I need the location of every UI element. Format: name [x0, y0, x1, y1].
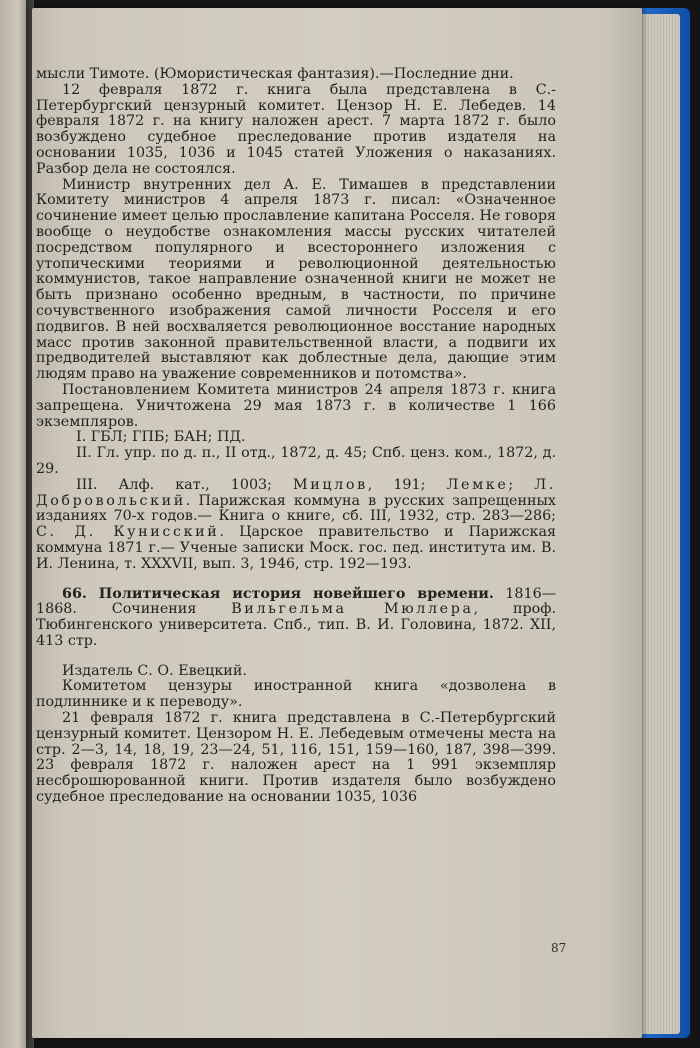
paragraph: 12 февраля 1872 г. книга была представлена в С.-Петербургский цензурный комитет. Цензор Н. Е. Лебедев. 14 февраля 1872 г. на книгу наложен арест. 7 марта 1872 г. было возбуждено судебное преследование против издателя на основании 1035, 1036 и 1045 статей Уложения о наказаниях. Разбор дела не состоялся.	[36, 81, 556, 177]
entry-author: Вильгельма Мюллера	[231, 601, 474, 618]
paragraph: мысли Тимоте. (Юмористическая фантазия).—Последние дни.	[36, 66, 514, 82]
page-text	[36, 67, 556, 806]
paragraph: Комитетом цензуры иностранной книга «дозволена в подлиннике и к переводу».	[36, 678, 556, 711]
entry-title: 66. Политическая история новейшего времени.	[62, 585, 494, 602]
paragraph: Министр внутренних дел А. Е. Тимашев в представлении Комитету министров 4 апреля 1873 г. писал: «Означенное сочинение имеет целью прославление капитана Росселя. Не говоря вообще о неудобстве ознакомления массы русских читателей посредством популярного и всестороннего изложения с утопическими теориями и революционной деятельностью коммунистов, такое направление означенной книги не может не быть признано особенно вредным, в частности, по причине сочувственного изображения самой личности Росселя и его подвигов. В ней восхваляется революционное восстание народных масс против законной правительственной власти, а подвиги их предводителей выставляют как доблестные дела, дающие этим людям право на уважение современников и потомства».	[36, 176, 556, 383]
paragraph: Издатель С. О. Евецкий.	[62, 662, 247, 679]
reference-line: I. ГБЛ; ГПБ; БАН; ПД.	[76, 429, 246, 446]
reference-line: III. Алф. кат., 1003; Мицлов, 191; Лемке; Л. Добровольский. Парижская коммуна в русских запрещенных изданиях 70-х годов.— Книга о книге, сб. III, 1932, стр. 283—286; С. Д. Кунисский. Царское правительство и Парижская коммуна 1871 г.— Ученые записки Моск. гос. пед. института им. В. И. Ленина, т. XXXVII, вып. 3, 1946, стр. 192—193.	[36, 476, 556, 572]
page-number: 87	[551, 941, 567, 955]
book-page	[32, 8, 642, 1038]
paragraph: 21 февраля 1872 г. книга представлена в С.-Петербургский цензурный комитет. Цензором Н. Е. Лебедевым отмечены места на стр. 2—3, 14, 18, 19, 23—24, 51, 116, 151, 159—160, 187, 398—399. 23 февраля 1872 г. наложен арест на 1 991 экземпляр несброшюрованной книги. Против издателя было возбуждено судебное преследование на основании 1035, 1036	[36, 710, 556, 806]
paragraph: Постановлением Комитета министров 24 апреля 1873 г. книга запрещена. Уничтожена 29 мая 1873 г. в количестве 1 166 экземпляров.	[36, 381, 556, 430]
reference-line: II. Гл. упр. по д. п., II отд., 1872, д. 45; Спб. ценз. ком., 1872, д. 29.	[36, 445, 556, 477]
catalog-entry: 66. Политическая история новейшего времени. 1816—1868. Сочинения Вильгельма Мюллера, проф. Тюбингенского университета. Спб., тип. В. И. Головина, 1872. XII, 413 стр.	[36, 585, 556, 649]
